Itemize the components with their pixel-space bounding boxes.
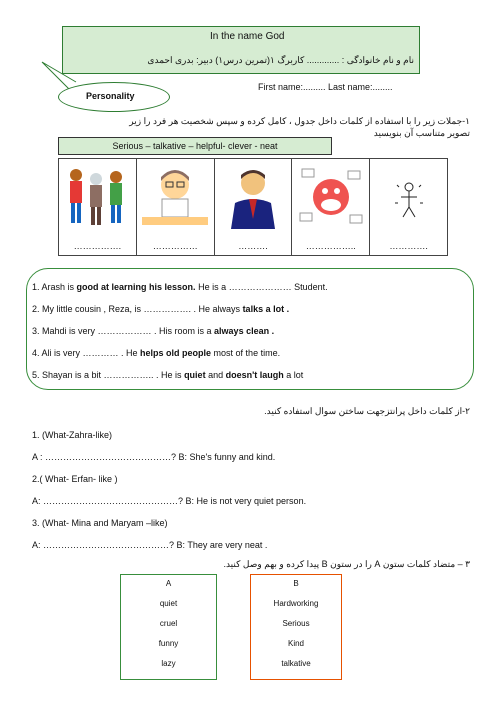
- figure-sketch-picture: [389, 177, 429, 227]
- student-name-line: First name:......... Last name:........: [258, 82, 393, 92]
- picture-cell-helpers: [59, 159, 137, 255]
- column-b-item: talkative: [281, 659, 311, 668]
- picture-blank: …………….: [73, 241, 122, 251]
- sentence-1: 1. Arash is good at learning his lesson. He is a ………………… Student.: [32, 282, 328, 292]
- q2-item-1-answer: A : ……………………………………? B: She's funny and kind.: [32, 452, 276, 462]
- q2-item-3-answer: A: ……………………………………? B: They are very neat .: [32, 540, 268, 550]
- picture-cell-student: [137, 159, 215, 255]
- picture-blank: ……………..: [305, 241, 356, 251]
- picture-blank: ………….: [389, 241, 428, 251]
- column-b-item: B: [293, 579, 299, 588]
- word-box: Serious – talkative – helpful- clever - neat: [58, 137, 332, 155]
- sentence-2: 2. My little cousin , Reza, is ……………. . He always talks a lot .: [32, 304, 290, 314]
- column-b-item: Kind: [287, 639, 304, 648]
- personality-label: Personality: [86, 91, 135, 101]
- q2-item-1-prompt: 1. (What-Zahra-like): [32, 430, 113, 440]
- picture-cell-talker: [292, 159, 370, 255]
- helping-elderly-picture: [62, 163, 132, 233]
- picture-table: [58, 158, 448, 256]
- header-info-line: نام و نام خانوادگی : ............. کاربرگ ۱(تمرین درس۱) دبیر: بدری احمدی: [147, 55, 414, 65]
- q2-item-2-prompt: 2.( What- Erfan- like ): [32, 474, 118, 484]
- sentence-5: 5. Shayan is a bit …………….. . He is quiet and doesn't laugh a lot: [32, 370, 304, 380]
- q2-instruction: ۲-از کلمات داخل پرانتزجهت ساختن سوال استفاده کنید.: [264, 406, 470, 416]
- column-a-item: cruel: [159, 619, 178, 628]
- q2-item-3-prompt: 3. (What- Mina and Maryam –like): [32, 518, 168, 528]
- q1-instruction-line2: تصویر متناسب آن بنویسید: [373, 128, 470, 138]
- column-a-item: A: [165, 579, 172, 588]
- talking-face-picture: [296, 163, 366, 233]
- column-a-item: lazy: [161, 659, 176, 668]
- column-b-item: Hardworking: [273, 599, 319, 608]
- businessman-picture: [225, 163, 281, 233]
- column-a-item: quiet: [159, 599, 178, 608]
- picture-blank: ……………: [152, 241, 198, 251]
- q3-instruction: ۳ – متضاد کلمات ستون A را در ستون B پیدا کرده و بهم وصل کنید.: [223, 559, 470, 569]
- picture-blank: ……….: [238, 241, 268, 251]
- student-at-desk-picture: [140, 163, 210, 233]
- column-b: [250, 574, 342, 680]
- page-title: In the name God: [210, 31, 285, 42]
- picture-cell-businessman: [215, 159, 293, 255]
- column-a-item: funny: [158, 639, 179, 648]
- column-b-item: Serious: [282, 619, 310, 628]
- picture-cell-sketch: [370, 159, 447, 255]
- q1-instruction-line1: ۱-جملات زیر را با استفاده از کلمات داخل جدول ، کامل کرده و سپس شخصیت هر فرد را زیر: [129, 116, 470, 126]
- q2-item-2-answer: A: ………………………………………? B: He is not very quiet person.: [32, 496, 307, 506]
- column-a: [120, 574, 217, 680]
- sentence-4: 4. Ali is very ………… . He helps old people most of the time.: [32, 348, 281, 358]
- sentence-3: 3. Mahdi is very ……………… . His room is a always clean .: [32, 326, 275, 336]
